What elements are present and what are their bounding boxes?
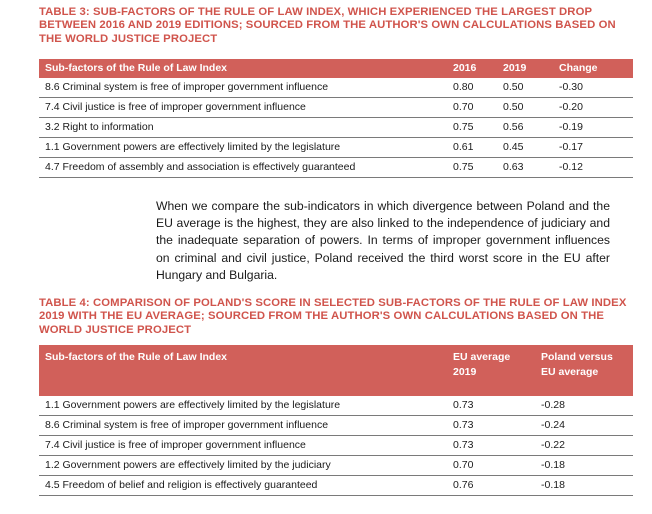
- body-paragraph: When we compare the sub-indicators in which divergence between Poland and the EU average is the highest, they are also linked to the independence of judiciary and the inadequate separation of powers. In terms of improper government influences on criminal and civil justice, Poland received the third worst score in the EU after Hungary and Bulgaria.: [156, 199, 610, 282]
- subfactor-cell: 7.4 Civil justice is free of improper government influence: [39, 98, 447, 118]
- subfactor-cell: 8.6 Criminal system is free of improper government influence: [39, 416, 447, 436]
- subfactor-cell: 3.2 Right to information: [39, 118, 447, 138]
- value-2019-cell: 0.50: [497, 98, 553, 118]
- table-4-header-subfactor: Sub-factors of the Rule of Law Index: [39, 345, 447, 396]
- value-2019-cell: 0.50: [497, 78, 553, 98]
- table-row: [39, 158, 633, 178]
- subfactor-cell: 1.1 Government powers are effectively limited by the legislature: [39, 396, 447, 416]
- poland-vs-eu-cell: -0.18: [535, 476, 633, 496]
- eu-average-cell: 0.73: [447, 416, 535, 436]
- poland-vs-eu-cell: -0.24: [535, 416, 633, 436]
- value-2016-cell: 0.61: [447, 138, 497, 158]
- subfactor-cell: 4.7 Freedom of assembly and association is effectively guaranteed: [39, 158, 447, 178]
- table-row: [39, 416, 633, 436]
- table-row: [39, 98, 633, 118]
- table-3-header-2016: 2016: [447, 59, 497, 78]
- table-row: [39, 118, 633, 138]
- eu-average-cell: 0.73: [447, 396, 535, 416]
- table-3-header-2019: 2019: [497, 59, 553, 78]
- table-4-header-poland-vs-eu: Poland versus EU average: [535, 345, 633, 396]
- table-4: [39, 345, 633, 496]
- table-row: [39, 436, 633, 456]
- change-cell: -0.20: [553, 98, 633, 118]
- table-3-header-change: Change: [553, 59, 633, 78]
- table-row: [39, 456, 633, 476]
- poland-vs-eu-cell: -0.28: [535, 396, 633, 416]
- table-3-header-row: [39, 59, 633, 78]
- change-cell: -0.12: [553, 158, 633, 178]
- value-2019-cell: 0.45: [497, 138, 553, 158]
- change-cell: -0.17: [553, 138, 633, 158]
- change-cell: -0.19: [553, 118, 633, 138]
- change-cell: -0.30: [553, 78, 633, 98]
- subfactor-cell: 1.1 Government powers are effectively limited by the legislature: [39, 138, 447, 158]
- poland-vs-eu-cell: -0.18: [535, 456, 633, 476]
- table-4-caption: TABLE 4: COMPARISON OF POLAND'S SCORE IN SELECTED SUB-FACTORS OF THE RULE OF LAW INDEX 2019 WITH THE EU AVERAGE; SOURCED FROM THE AUTHOR'S OWN CALCULATIONS BASED ON THE WORLD JUSTICE PROJECT: [39, 297, 627, 336]
- eu-average-cell: 0.76: [447, 476, 535, 496]
- table-row: [39, 138, 633, 158]
- table-3: [39, 59, 633, 178]
- value-2016-cell: 0.80: [447, 78, 497, 98]
- subfactor-cell: 8.6 Criminal system is free of improper government influence: [39, 78, 447, 98]
- value-2019-cell: 0.56: [497, 118, 553, 138]
- value-2016-cell: 0.70: [447, 98, 497, 118]
- table-row: [39, 396, 633, 416]
- table-row: [39, 476, 633, 496]
- subfactor-cell: 7.4 Civil justice is free of improper government influence: [39, 436, 447, 456]
- table-row: [39, 78, 633, 98]
- value-2016-cell: 0.75: [447, 118, 497, 138]
- poland-vs-eu-cell: -0.22: [535, 436, 633, 456]
- eu-average-cell: 0.70: [447, 456, 535, 476]
- subfactor-cell: 1.2 Government powers are effectively limited by the judiciary: [39, 456, 447, 476]
- value-2019-cell: 0.63: [497, 158, 553, 178]
- value-2016-cell: 0.75: [447, 158, 497, 178]
- subfactor-cell: 4.5 Freedom of belief and religion is effectively guaranteed: [39, 476, 447, 496]
- table-3-caption: TABLE 3: SUB-FACTORS OF THE RULE OF LAW INDEX, WHICH EXPERIENCED THE LARGEST DROP BETWEEN 2016 AND 2019 EDITIONS; SOURCED FROM THE AUTHOR'S OWN CALCULATIONS BASED ON THE WORLD JUSTICE PROJECT: [39, 6, 616, 45]
- table-3-header-subfactor: Sub-factors of the Rule of Law Index: [39, 59, 447, 78]
- table-4-header-eu-average: EU average 2019: [447, 345, 535, 396]
- table-4-header-row: [39, 345, 633, 396]
- eu-average-cell: 0.73: [447, 436, 535, 456]
